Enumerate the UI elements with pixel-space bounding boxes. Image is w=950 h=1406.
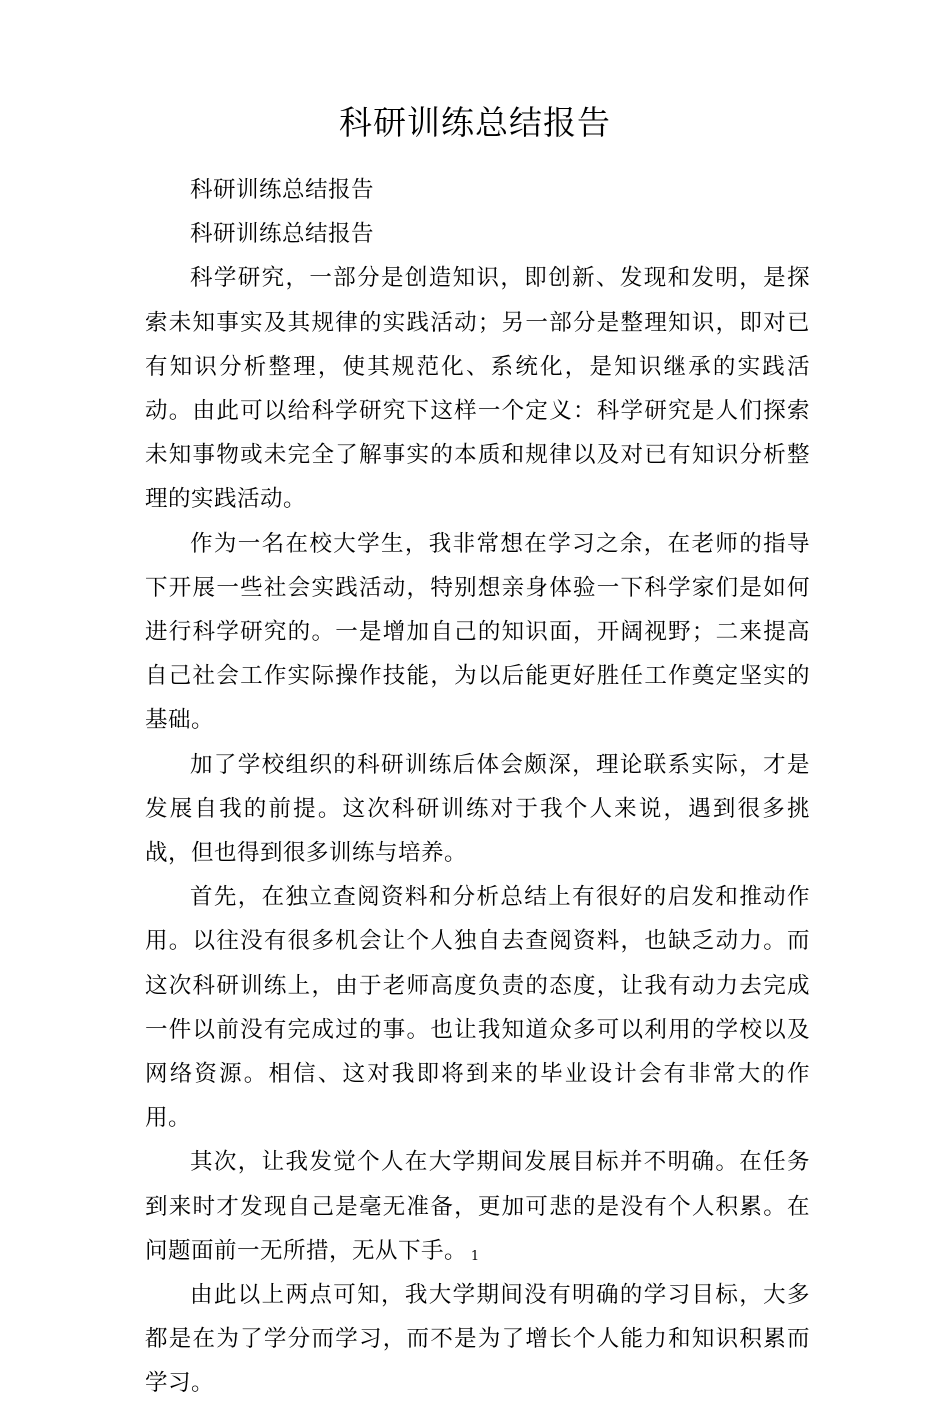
document-title: 科研训练总结报告	[339, 103, 611, 142]
page-number: 1	[470, 1249, 480, 1264]
paragraph-experience: 加了学校组织的科研训练后体会颇深，理论联系实际，才是发展自我的前提。这次科研训练对于我个人来说，遇到很多挑战，但也得到很多训练与培养。	[145, 751, 810, 867]
paragraph-conclusion: 由此以上两点可知，我大学期间没有明确的学习目标，大多都是在为了学分而学习，而不是为了增长个人能力和知识积累而学习。	[145, 1282, 810, 1397]
paragraph-first-point: 首先，在独立查阅资料和分析总结上有很好的启发和推动作用。以往没有很多机会让个人独自去查阅资料，也缺乏动力。而这次科研训练上，由于老师高度负责的态度，让我有动力去完成一件以前没有完成过的事。也让我知道众多可以利用的学校以及网络资源。相信、这对我即将到来的毕业设计会有非常大的作用。	[145, 884, 810, 1132]
paragraph-second-point: 其次，让我发觉个人在大学期间发展目标并不明确。在任务到来时才发现自己是毫无准备，更加可悲的是没有个人积累。在问题面前一无所措，无从下手。	[145, 1149, 810, 1264]
paragraph-subtitle-1: 科研训练总结报告	[190, 177, 375, 203]
document-body	[145, 168, 810, 1406]
paragraph-motivation: 作为一名在校大学生，我非常想在学习之余，在老师的指导下开展一些社会实践活动，特别想亲身体验一下科学家们是如何进行科学研究的。一是增加自己的知识面，开阔视野；二来提高自己社会工作实际操作技能，为以后能更好胜任工作奠定坚实的基础。	[145, 530, 810, 734]
paragraph-subtitle-2: 科研训练总结报告	[190, 221, 375, 248]
paragraph-definition: 科学研究，一部分是创造知识，即创新、发现和发明，是探索未知事实及其规律的实践活动；另一部分是整理知识，即对已有知识分析整理，使其规范化、系统化，是知识继承的实践活动。由此可以给科学研究下这样一个定义：科学研究是人们探索未知事物或未完全了解事实的本质和规律以及对已有知识分析整理的实践活动。	[145, 265, 810, 513]
